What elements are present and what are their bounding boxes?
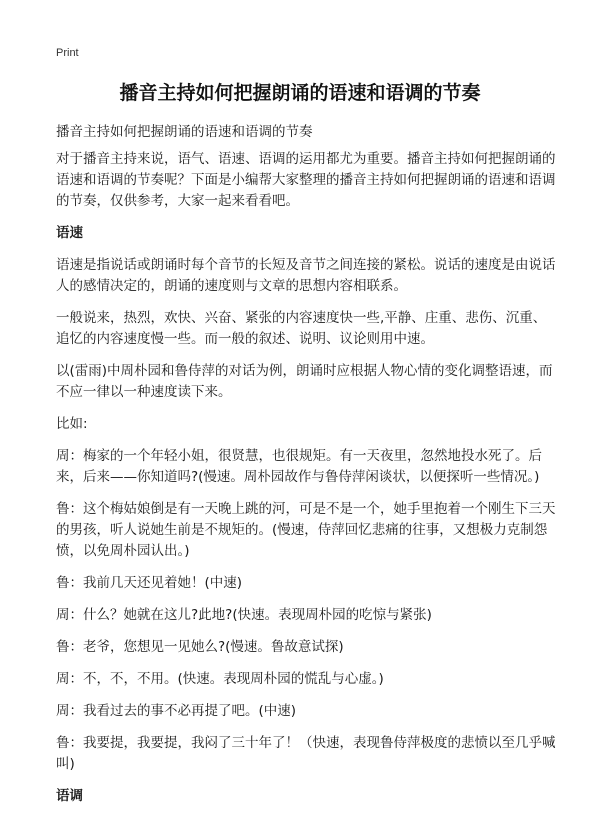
- section-heading: 语调: [56, 788, 83, 804]
- dialogue-line: 鲁：老爷，您想见一见她么?(慢速。鲁故意试探): [56, 639, 344, 655]
- dialogue-line: 周：我看过去的事不必再提了吧。(中速): [56, 703, 297, 719]
- paragraph: 比如:: [56, 416, 88, 432]
- print-label: Print: [56, 47, 79, 59]
- paragraph: 语速是指说话或朗诵时每个音节的长短及音节之间连接的紧松。说话的速度是由说话人的感情决定的，朗诵的速度则与文章的思想内容相联系。: [56, 257, 556, 294]
- paragraph: 一般说来，热烈，欢快、兴奋、紧张的内容速度快一些,平静、庄重、悲伤、沉重、追忆的内容速度慢一些。而一般的叙述、说明、议论则用中速。: [56, 310, 547, 347]
- article-body: [56, 149, 556, 818]
- dialogue-line: 鲁：我要提，我要提，我闷了三十年了！（快速，表现鲁侍萍极度的悲愤以至几乎喊叫): [56, 735, 556, 772]
- section-heading: 语速: [56, 225, 83, 241]
- page-subtitle: 播音主持如何把握朗诵的语速和语调的节奏: [56, 124, 313, 140]
- dialogue-line: 周：梅家的一个年轻小姐，很贤慧，也很规矩。有一天夜里，忽然地投水死了。后来，后来——你知道吗?(慢速。周朴园故作与鲁侍萍闲谈状，以便探听一些情况。): [56, 448, 542, 485]
- dialogue-line: 鲁：这个梅姑娘倒是有一天晚上跳的河，可是不是一个，她手里抱着一个刚生下三天的男孩，听人说她生前是不规矩的。(慢速，侍萍回忆悲痛的往事，又想极力克制怨愤，以免周朴园认出。): [56, 501, 556, 559]
- page-title: 播音主持如何把握朗诵的语速和语调的节奏: [119, 82, 481, 104]
- paragraph: 对于播音主持来说，语气、语速、语调的运用都尤为重要。播音主持如何把握朗诵的语速和语调的节奏呢？下面是小编帮大家整理的播音主持如何把握朗诵的语速和语调的节奏，仅供参考，大家一起来看看吧。: [56, 151, 556, 209]
- paragraph: 以(雷雨)中周朴园和鲁侍萍的对话为例，朗诵时应根据人物心情的变化调整语速，而不应一律以一种速度读下来。: [56, 363, 553, 400]
- dialogue-line: 周：不，不，不用。(快速。表现周朴园的慌乱与心虚。): [56, 671, 384, 687]
- dialogue-line: 周：什么？她就在这儿?此地?(快速。表现周朴园的吃惊与紧张): [56, 607, 432, 623]
- dialogue-line: 鲁：我前几天还见着她！(中速): [56, 575, 243, 591]
